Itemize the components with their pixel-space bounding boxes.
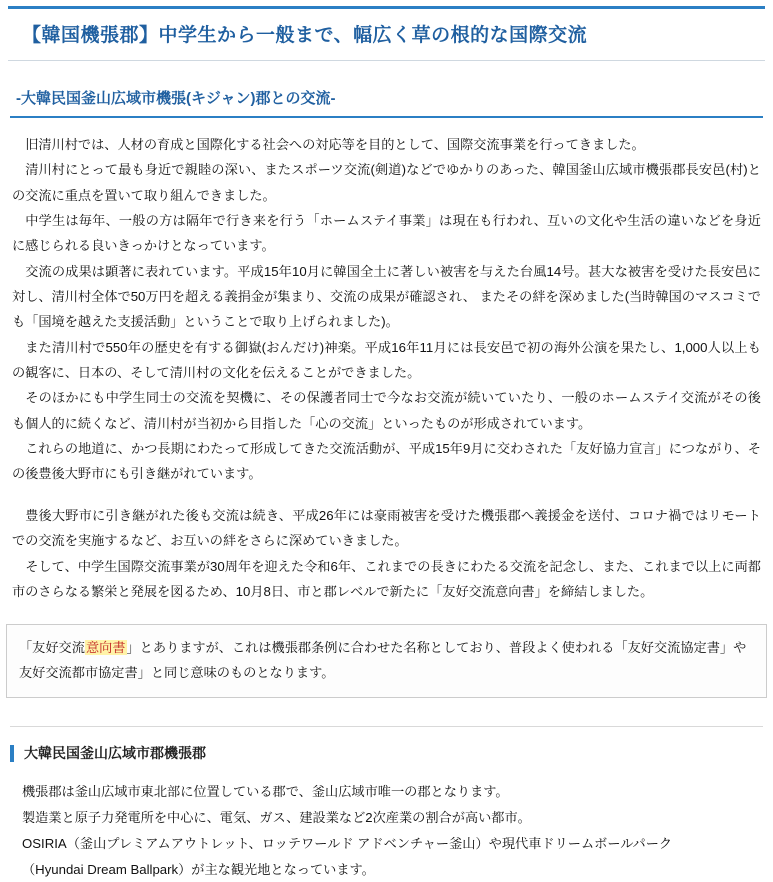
section-line: OSIRIA（釜山プレミアムアウトレット、ロッテワールド アドベンチャー釜山）や現代車ドリームボールパーク (22, 835, 673, 851)
note-box (6, 624, 767, 698)
paragraph: 清川村にとって最も身近で親睦の深い、またスポーツ交流(剣道)などでゆかりのあった、韓国釜山広域市機張郡長安邑(村)との交流に重点を置いて取り組んできました。 (12, 162, 761, 203)
note-lead: 「友好交流 (19, 640, 85, 656)
note-rest: 」とありますが、これは機張郡条例に合わせた名称としており、普段よく使われる「友好交流協定書」や友好交流都市協定書」と同じ意味のものとなります。 (19, 640, 747, 681)
section-accent-bar (10, 745, 14, 762)
section-title-row (10, 743, 763, 763)
paragraph: 豊後大野市に引き継がれた後も交流は続き、平成26年には豪雨被害を受けた機張郡へ義援金を送付、コロナ禍ではリモートでの交流を実施するなど、お互いの絆をさらに深めていきました。 (12, 507, 761, 549)
paragraph: 交流の成果は顕著に表れています。平成15年10月に韓国全土に著しい被害を与えた台風14号。甚大な被害を受けた長安邑に対し、清川村全体で50万円を超える義捐金が集まり、交流の成果が確認され、 またその絆を深めました(当時韓国のマスコミでも「国境を越えた支援活動」ということで取り上げられました)。 (12, 263, 761, 330)
paragraph: 中学生は毎年、一般の方は隔年で行き来を行う「ホームステイ事業」は現在も行われ、互いの文化や生活の違いなどを身近に感じられる良いきっかけとなっています。 (12, 213, 761, 254)
paragraph: また清川村で550年の歴史を有する御嶽(おんだけ)神楽。平成16年11月には長安邑で初の海外公演を果たし、1,000人以上もの観客に、日本の、そして清川村の文化を伝えることができました。 (12, 339, 761, 381)
paragraph: これらの地道に、かつ長期にわたって形成してきた交流活動が、平成15年9月に交わされた「友好協力宣言」につながり、その後豊後大野市にも引き継がれています。 (12, 441, 761, 482)
page-title: 【韓国機張郡】中学生から一般まで、幅広く草の根的な国際交流 (8, 9, 765, 61)
note-highlight: 意向書 (85, 640, 126, 656)
document-page (0, 6, 773, 882)
section-line: 機張郡は釜山広域市東北部に位置している郡で、釜山広域市唯一の郡となります。 (22, 784, 509, 800)
section-title-text: 大韓民国釜山広域市郡機張郡 (24, 745, 206, 762)
section-line: 製造業と原子力発電所を中心に、電気、ガス、建設業など2次産業の割合が高い都市。 (22, 810, 531, 826)
section-header (10, 726, 763, 763)
paragraph: そして、中学生国際交流事業が30周年を迎えた令和6年、これまでの長きにわたる交流を記念し、また、これまで以上に両都市のさらなる繁栄と発展を図るため、10月8日、市と郡レベルで新たに「友好交流意向書」を締結しました。 (12, 558, 761, 599)
subheading: -大韓民国釜山広域市機張(キジャン)郡との交流- (10, 83, 763, 118)
main-body (12, 132, 761, 604)
paragraph: 旧清川村では、人材の育成と国際化する社会への対応等を目的として、国際交流事業を行ってきました。 (25, 137, 645, 152)
section-body (22, 779, 763, 882)
section-line: （Hyundai Dream Ballpark）が主な観光地となっています。 (22, 861, 375, 877)
paragraph: そのほかにも中学生同士の交流を契機に、その保護者同士で今なお交流が続いていたり、一般のホームステイ交流がその後も個人的に続くなど、清川村が当初から目指した「心の交流」といったものが形成されています。 (12, 390, 761, 431)
